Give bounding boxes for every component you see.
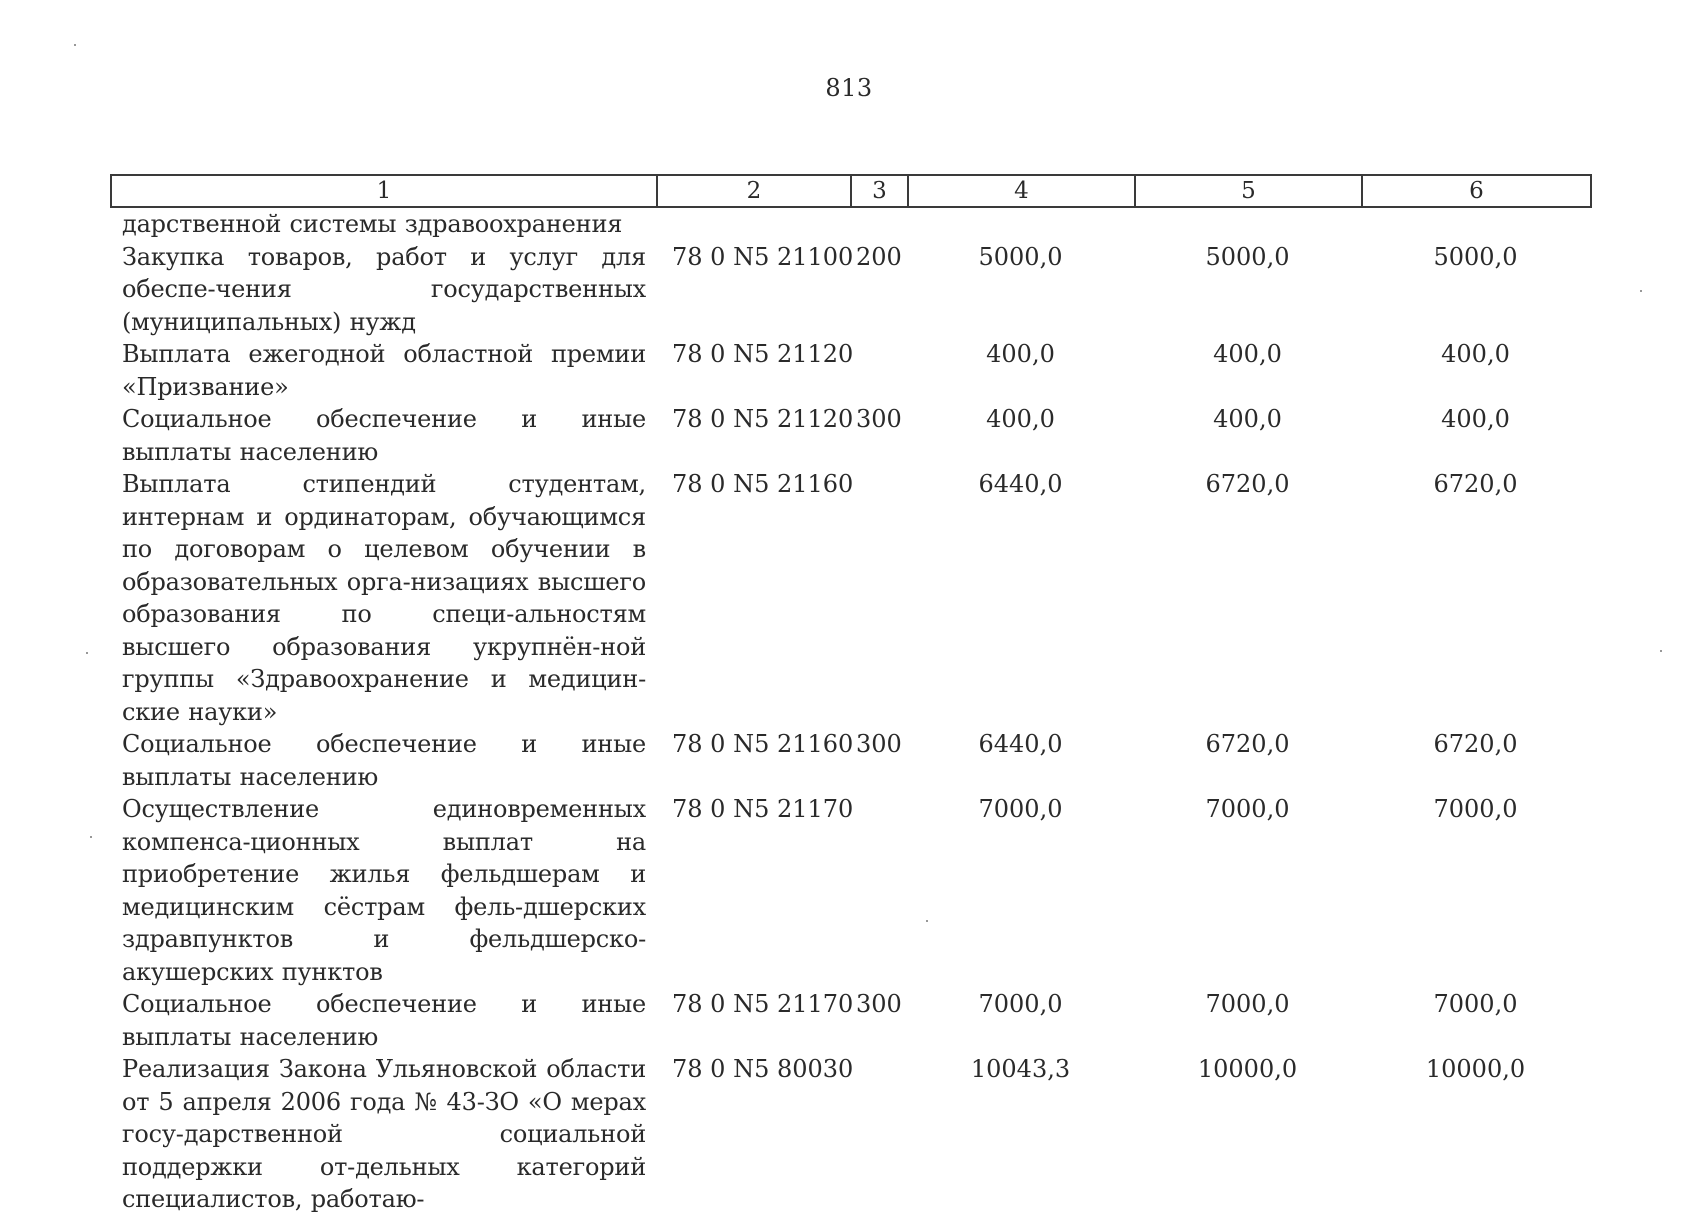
row-code: 78 0 N5 21120 [672, 340, 854, 368]
table-row [110, 793, 1590, 988]
row-type: 200 [856, 242, 902, 271]
header-col-3: 3 [851, 175, 908, 207]
row-value-6: 400,0 [1441, 405, 1510, 433]
row-type: 300 [856, 730, 902, 758]
header-col-6: 6 [1362, 175, 1591, 207]
row-value-5: 7000,0 [1205, 795, 1290, 823]
row-code: 78 0 N5 21160 [672, 730, 854, 758]
row-value-6: 7000,0 [1433, 990, 1518, 1018]
row-value-4: 400,0 [986, 405, 1055, 433]
row-value-4: 7000,0 [978, 990, 1063, 1018]
budget-table [110, 174, 1590, 1216]
row-type: 300 [856, 405, 902, 433]
table-row [110, 338, 1590, 403]
table-row [110, 208, 1590, 241]
row-name: Закупка товаров, работ и услуг для обеспе-чения государственных (муниципальных) нужд [122, 242, 646, 336]
row-name: Социальное обеспечение и иные выплаты населению [122, 990, 646, 1051]
row-name: Осуществление единовременных компенса-ционных выплат на приобретение жилья фельдшерам и медицинским сёстрам фель-дшерских здравпунктов и фельдшерско-акушерских пунктов [122, 795, 646, 986]
row-value-5: 400,0 [1213, 340, 1282, 368]
row-value-5: 6720,0 [1205, 730, 1290, 758]
row-value-6: 6720,0 [1433, 470, 1518, 498]
row-type: 300 [856, 990, 902, 1018]
table-row [110, 403, 1590, 468]
row-name: Социальное обеспечение и иные выплаты населению [122, 730, 646, 791]
header-col-5: 5 [1135, 175, 1362, 207]
row-code: 78 0 N5 21100 [672, 242, 854, 271]
row-value-5: 5000,0 [1205, 242, 1290, 271]
row-value-6: 6720,0 [1433, 730, 1518, 758]
row-name: Реализация Закона Ульяновской области от 5 апреля 2006 года № 43-ЗО «О мерах госу-дарственной социальной поддержки от-дельных категорий специалистов, работаю- [122, 1055, 646, 1213]
row-value-4: 10043,3 [970, 1055, 1071, 1083]
scan-speck [926, 920, 928, 922]
page-number: 813 [825, 74, 873, 102]
row-code: 78 0 N5 21170 [672, 795, 854, 823]
row-value-4: 6440,0 [978, 470, 1063, 498]
row-name: Выплата стипендий студентам, интернам и ординаторам, обучающимся по договорам о целевом обучении в образовательных орга-низациях высшего образования по специ-альностям высшего образования укрупнён-ной группы «Здравоохранение и медицин-ские науки» [122, 470, 646, 726]
row-value-5: 6720,0 [1205, 470, 1290, 498]
row-value-4: 400,0 [986, 340, 1055, 368]
row-value-5: 400,0 [1213, 405, 1282, 433]
row-value-6: 10000,0 [1425, 1055, 1526, 1083]
row-name: дарственной системы здравоохранения [122, 210, 623, 238]
header-col-1: 1 [111, 175, 657, 207]
row-code: 78 0 N5 21120 [672, 405, 854, 433]
row-value-6: 400,0 [1441, 340, 1510, 368]
row-value-5: 10000,0 [1197, 1055, 1298, 1083]
row-value-5: 7000,0 [1205, 990, 1290, 1018]
row-value-6: 7000,0 [1433, 795, 1518, 823]
row-value-4: 6440,0 [978, 730, 1063, 758]
row-value-4: 5000,0 [978, 242, 1063, 271]
scan-speck [1640, 290, 1642, 292]
row-value-4: 7000,0 [978, 795, 1063, 823]
table-header [110, 174, 1592, 208]
scan-speck [1660, 650, 1662, 652]
scan-speck [74, 44, 76, 46]
row-code: 78 0 N5 80030 [672, 1055, 854, 1083]
table-body [110, 208, 1590, 1216]
table-row [110, 241, 1590, 339]
header-col-2: 2 [657, 175, 851, 207]
row-code: 78 0 N5 21160 [672, 470, 854, 498]
scan-speck [90, 836, 92, 838]
row-value-6: 5000,0 [1433, 242, 1518, 271]
table-row [110, 988, 1590, 1053]
row-name: Выплата ежегодной областной премии «Призвание» [122, 340, 646, 401]
table-row [110, 1053, 1590, 1216]
scan-speck [86, 652, 88, 654]
row-name: Социальное обеспечение и иные выплаты населению [122, 405, 646, 466]
table-row [110, 728, 1590, 793]
row-code: 78 0 N5 21170 [672, 990, 854, 1018]
header-col-4: 4 [908, 175, 1135, 207]
table-row [110, 468, 1590, 728]
